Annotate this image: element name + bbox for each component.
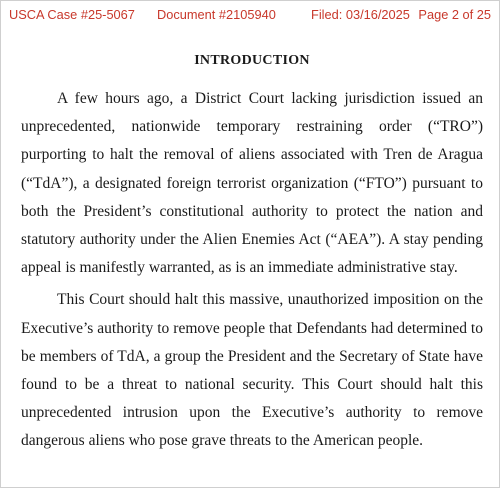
- document-body: [21, 49, 483, 456]
- case-number: USCA Case #25-5067: [9, 7, 135, 22]
- section-heading: INTRODUCTION: [194, 53, 310, 68]
- court-filing-stamp: [9, 7, 491, 25]
- paragraph: A few hours ago, a District Court lacking jurisdiction issued an unprecedented, nationwide temporary restraining order (“TRO”) purporting to halt the removal of aliens associated with Tren de Aragua (“TdA”), a designated foreign terrorist organization (“FTO”) pursuant to both the President’s constitutional authority to protect the nation and statutory authority under the Alien Enemies Act (“AEA”). A stay pending appeal is manifestly warranted, as is an immediate administrative stay.: [21, 90, 483, 277]
- paragraph: This Court should halt this massive, unauthorized imposition on the Executive’s authority to remove people that Defendants had determined to be members of TdA, a group the President and the Secretary of State have found to be a threat to national security. This Court should halt this unprecedented intrusion upon the Executive’s authority to remove dangerous aliens who pose grave threats to the American people.: [21, 291, 483, 450]
- filed-date: Filed: 03/16/2025: [311, 7, 410, 22]
- document-number: Document #2105940: [157, 7, 276, 22]
- page-number: Page 2 of 25: [418, 7, 491, 22]
